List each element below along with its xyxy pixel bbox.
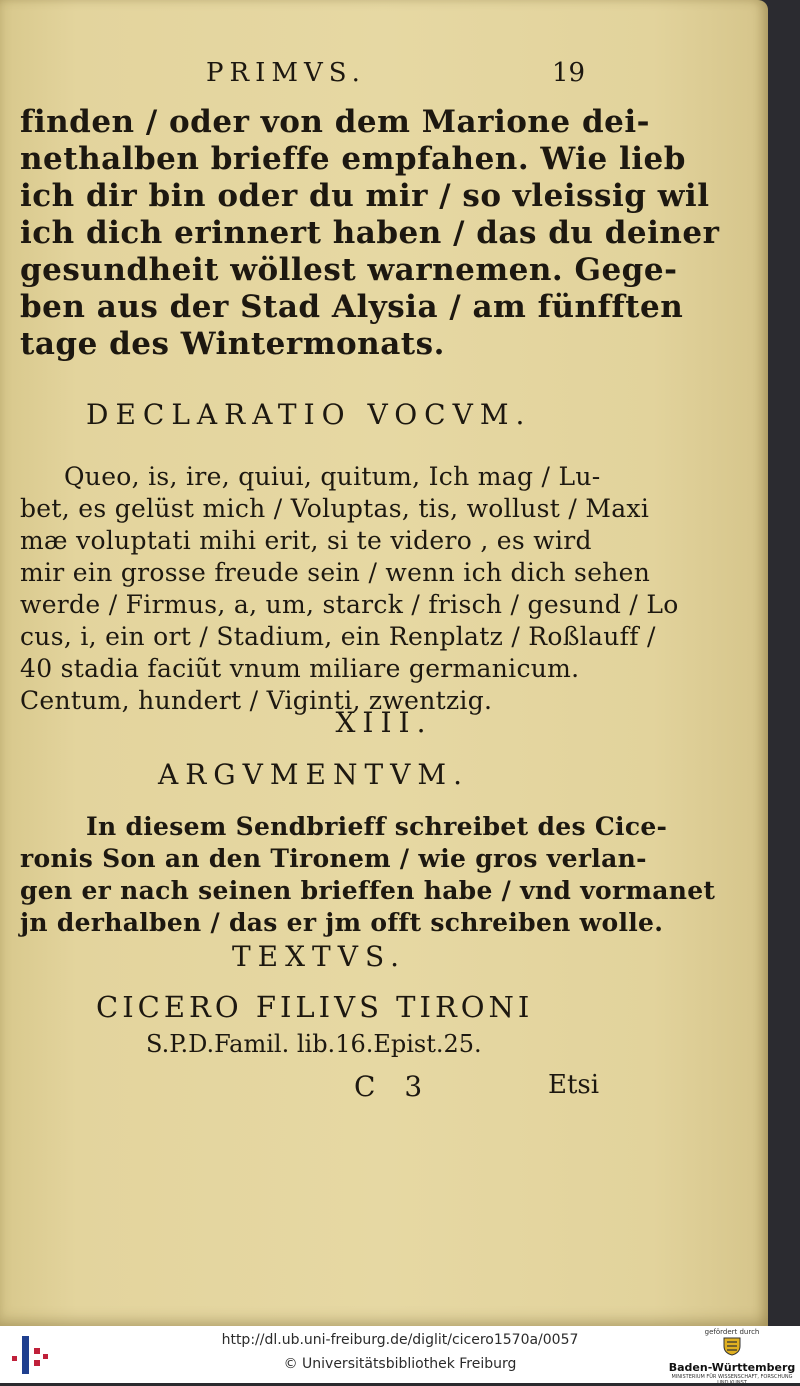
citation: S.P.D.Famil. lib.16.Epist.25. <box>146 1030 482 1058</box>
declaratio-line: bet, es gelüst mich / Voluptas, tis, wollust / Maxi <box>20 494 650 523</box>
viewer-footer <box>0 1326 800 1386</box>
section-number: XIII. <box>335 706 433 739</box>
letter-line: tage des Wintermonats. <box>20 326 445 362</box>
declaratio-line: werde / Firmus, a, um, starck / frisch / gesund / Lo <box>20 590 679 619</box>
letter-line: finden / oder von dem Marione dei- <box>20 104 650 140</box>
letter-line: ich dir bin oder du mir / so vleissig wil <box>20 178 710 214</box>
argumentum-line: ronis Son an den Tironem / wie gros verlan- <box>20 844 647 873</box>
declaratio-line: Centum, hundert / Viginti, zwentzig. <box>20 686 493 715</box>
copyright-notice: © Universitätsbibliothek Freiburg <box>283 1356 517 1372</box>
letter-line: ich dich erinnert haben / das du deiner <box>20 215 720 251</box>
declaratio-line: mæ voluptati mihi erit, si te videro , es wird <box>20 526 592 555</box>
declaratio-line: 40 stadia faciũt vnum miliare germanicum. <box>20 654 580 683</box>
salutation: CICERO FILIVS TIRONI <box>96 990 534 1024</box>
page-number: 19 <box>552 58 586 88</box>
letter-line: gesundheit wöllest warnemen. Gege- <box>20 252 678 288</box>
argumentum-heading: ARGVMENTVM. <box>158 758 469 791</box>
sponsor-name: Baden-Württemberg <box>668 1361 796 1374</box>
catchword: Etsi <box>548 1070 600 1100</box>
sponsor-logo <box>668 1328 796 1386</box>
declaratio-line: Queo, is, ire, quiui, quitum, Ich mag / Lu- <box>64 462 601 491</box>
sponsor-ministry: MINISTERIUM FÜR WISSENSCHAFT, FORSCHUNG UND KUNST <box>671 1374 793 1386</box>
declaratio-line: cus, i, ein ort / Stadium, ein Renplatz / Roßlauff / <box>20 622 656 651</box>
argumentum-line: jn derhalben / das er jm offt schreiben wolle. <box>20 908 664 937</box>
sponsor-prefix: gefördert durch <box>704 1328 760 1336</box>
permalink[interactable]: http://dl.ub.uni-freiburg.de/diglit/cicero1570a/0057 <box>221 1332 579 1348</box>
declaratio-line: mir ein grosse freude sein / wenn ich dich sehen <box>20 558 651 587</box>
declaratio-heading: DECLARATIO VOCVM. <box>86 398 532 431</box>
argumentum-line: gen er nach seinen brieffen habe / vnd vormanet <box>20 876 716 905</box>
argumentum-line: In diesem Sendbrieff schreibet des Cice- <box>86 812 668 841</box>
textus-heading: TEXTVS. <box>232 940 407 973</box>
signature-mark: C 3 <box>354 1070 433 1103</box>
letter-line: ben aus der Stad Alysia / am fünfften <box>20 289 684 325</box>
running-header: PRIMVS. <box>206 58 366 88</box>
letter-line: nethalben brieffe empfahen. Wie lieb <box>20 141 686 177</box>
coat-of-arms-icon <box>720 1336 744 1356</box>
